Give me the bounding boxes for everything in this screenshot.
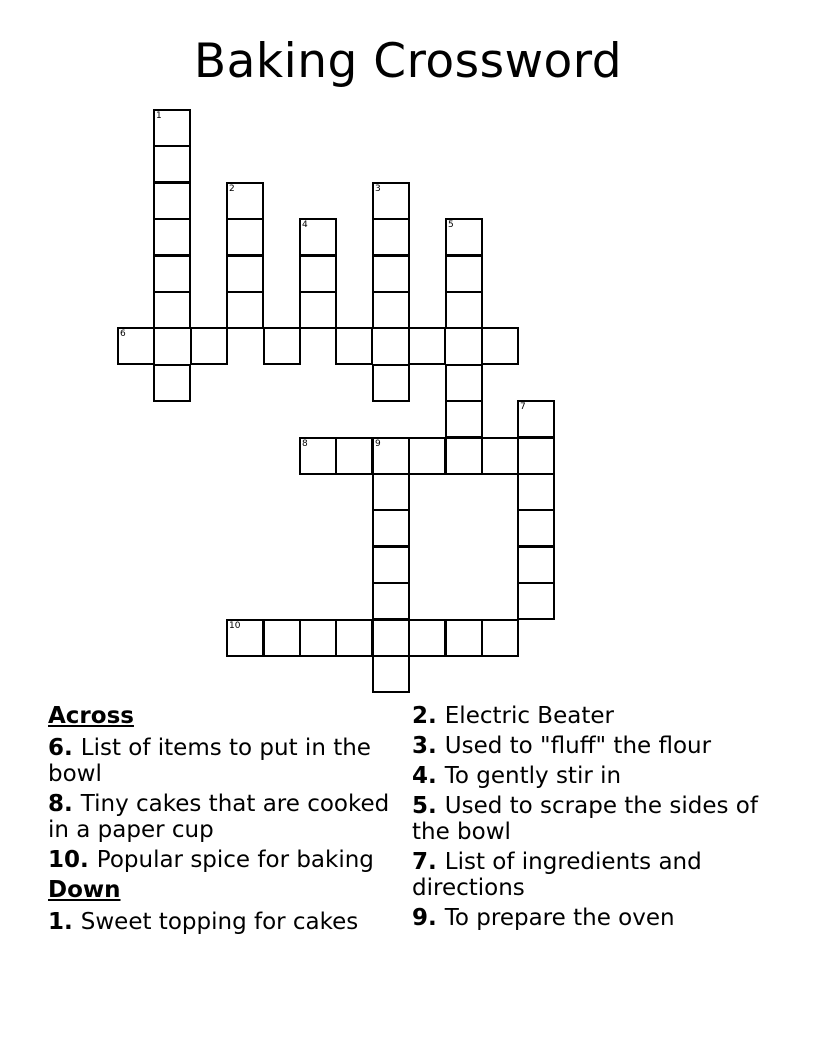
grid-cell[interactable] [226, 218, 264, 256]
clue-number: 2 . [412, 703, 445, 729]
cell-number: 10 [229, 621, 241, 631]
clue-text: To gently stir in [444, 763, 622, 789]
clue-across-6 [48, 735, 398, 787]
grid-cell[interactable] [153, 182, 191, 220]
clue-number: 9 . [412, 905, 445, 931]
grid-cell[interactable] [481, 327, 519, 365]
grid-cell[interactable] [445, 619, 483, 657]
grid-cell[interactable] [372, 437, 410, 475]
grid-cell[interactable] [372, 582, 410, 620]
cell-number: 9 [375, 439, 381, 449]
grid-cell[interactable] [372, 182, 410, 220]
clue-text: Tiny cakes that are cooked in a paper cup [48, 791, 390, 843]
clue-text: Sweet topping for cakes [80, 909, 359, 935]
grid-cell[interactable] [372, 218, 410, 256]
grid-cell[interactable] [372, 619, 410, 657]
grid-cell[interactable] [517, 546, 555, 584]
grid-cell[interactable] [517, 473, 555, 511]
grid-cell[interactable] [445, 218, 483, 256]
grid-cell[interactable] [117, 327, 155, 365]
clues-column-left [48, 703, 398, 939]
grid-cell[interactable] [372, 509, 410, 547]
clue-number: 5 . [412, 793, 445, 819]
cell-number: 6 [120, 329, 126, 339]
grid-cell[interactable] [226, 619, 264, 657]
cell-number: 5 [448, 220, 454, 230]
grid-cell[interactable] [299, 437, 337, 475]
grid-cell[interactable] [226, 182, 264, 220]
grid-cell[interactable] [408, 619, 446, 657]
grid-cell[interactable] [372, 255, 410, 293]
clue-number: 7 . [412, 849, 445, 875]
grid-cell[interactable] [445, 255, 483, 293]
puzzle-title: Baking Crossword [193, 34, 623, 89]
clue-number: 10 . [48, 847, 97, 873]
grid-cell[interactable] [153, 109, 191, 147]
clue-across-10 [48, 847, 398, 873]
clues-column-right [412, 703, 772, 935]
grid-cell[interactable] [481, 619, 519, 657]
grid-cell[interactable] [153, 364, 191, 402]
grid-cell[interactable] [372, 291, 410, 329]
clue-down-4 [412, 763, 772, 789]
grid-cell[interactable] [517, 400, 555, 438]
grid-cell[interactable] [517, 582, 555, 620]
clue-down-7 [412, 849, 772, 901]
grid-cell[interactable] [335, 437, 373, 475]
grid-cell[interactable] [445, 291, 483, 329]
cell-number: 7 [520, 402, 526, 412]
grid-cell[interactable] [263, 619, 301, 657]
clue-down-2 [412, 703, 772, 729]
grid-cell[interactable] [408, 327, 446, 365]
grid-cell[interactable] [263, 327, 301, 365]
grid-cell[interactable] [408, 437, 446, 475]
cell-number: 1 [156, 111, 162, 121]
grid-cell[interactable] [517, 437, 555, 475]
grid-cell[interactable] [226, 291, 264, 329]
grid-cell[interactable] [153, 145, 191, 183]
cell-number: 4 [302, 220, 308, 230]
clue-number: 1 . [48, 909, 81, 935]
grid-cell[interactable] [335, 327, 373, 365]
clue-down-3 [412, 733, 772, 759]
clue-text: Used to "fluff" the flour [444, 733, 712, 759]
grid-cell[interactable] [299, 619, 337, 657]
clue-text: List of ingredients and directions [412, 849, 702, 901]
clue-number: 6 . [48, 735, 81, 761]
grid-cell[interactable] [372, 364, 410, 402]
clue-down-9 [412, 905, 772, 931]
grid-cell[interactable] [481, 437, 519, 475]
clue-down-5 [412, 793, 772, 845]
cell-number: 8 [302, 439, 308, 449]
clue-text: Electric Beater [444, 703, 614, 729]
clue-text: Used to scrape the sides of the bowl [412, 793, 758, 845]
grid-cell[interactable] [517, 509, 555, 547]
grid-cell[interactable] [153, 218, 191, 256]
grid-cell[interactable] [445, 437, 483, 475]
across-heading: Across [48, 703, 134, 729]
clue-down-1 [48, 909, 398, 935]
grid-cell[interactable] [299, 255, 337, 293]
grid-cell[interactable] [299, 218, 337, 256]
grid-cell[interactable] [445, 364, 483, 402]
grid-cell[interactable] [299, 291, 337, 329]
grid-cell[interactable] [372, 546, 410, 584]
grid-cell[interactable] [445, 400, 483, 438]
grid-cell[interactable] [153, 255, 191, 293]
grid-cell[interactable] [372, 473, 410, 511]
clue-across-8 [48, 791, 398, 843]
down-heading: Down [48, 877, 121, 903]
clue-text: Popular spice for baking [96, 847, 374, 873]
clue-text: To prepare the oven [444, 905, 675, 931]
cell-number: 3 [375, 184, 381, 194]
grid-cell[interactable] [226, 255, 264, 293]
cell-number: 2 [229, 184, 235, 194]
clue-text: List of items to put in the bowl [48, 735, 371, 787]
grid-cell[interactable] [190, 327, 228, 365]
clue-number: 3 . [412, 733, 445, 759]
clue-number: 4 . [412, 763, 445, 789]
grid-cell[interactable] [335, 619, 373, 657]
clue-number: 8 . [48, 791, 81, 817]
grid-cell[interactable] [372, 655, 410, 693]
grid-cell[interactable] [153, 291, 191, 329]
